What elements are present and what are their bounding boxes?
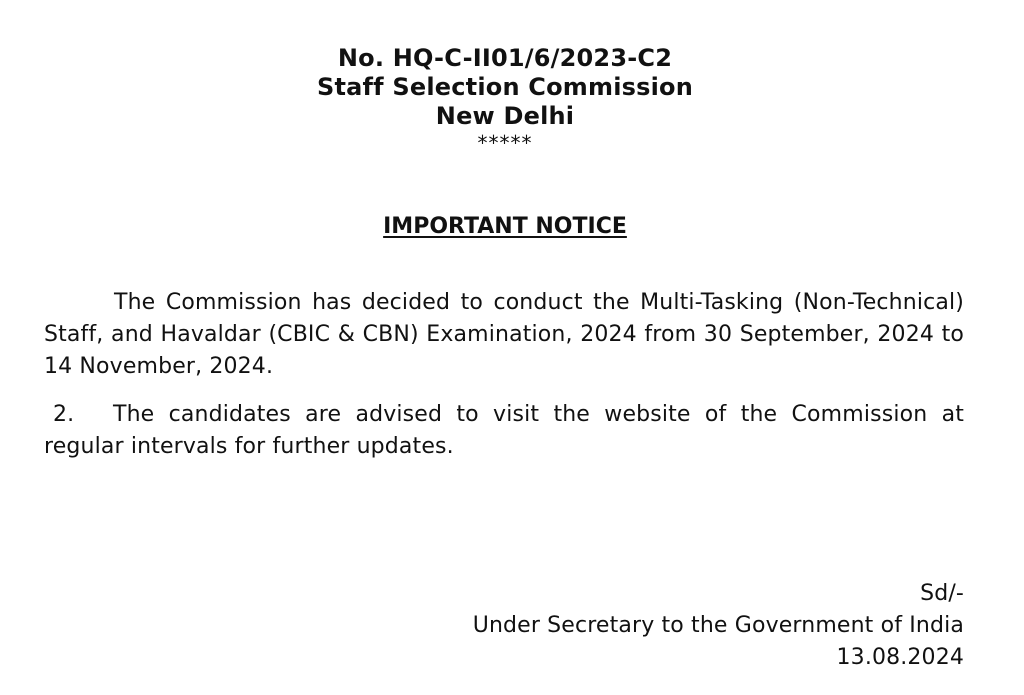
notice-title: IMPORTANT NOTICE [383,214,627,239]
reference-number: No. HQ-C-II01/6/2023-C2 [337,44,673,72]
signature-sd: Sd/- [920,581,964,606]
paragraph-2 [44,399,964,463]
paragraph-1: The Commission has decided to conduct the Multi-Tasking (Non-Technical) Staff, and Havaldar (CBIC & CBN) Examination, 2024 from 30 September, 2024 to 14 November, 2024. [44,290,964,379]
document-header [0,44,1010,155]
organization-name: Staff Selection Commission [316,73,694,101]
paragraph-2-number: 2. [53,402,75,427]
signature-block [473,578,964,674]
paragraph-2-text: The candidates are advised to visit the website of the Commission at regular intervals for further updates. [44,402,964,459]
city-name: New Delhi [435,102,575,130]
notice-date: 13.08.2024 [836,645,964,670]
signatory-designation: Under Secretary to the Government of India [472,613,964,638]
header-separator: ***** [477,131,533,155]
